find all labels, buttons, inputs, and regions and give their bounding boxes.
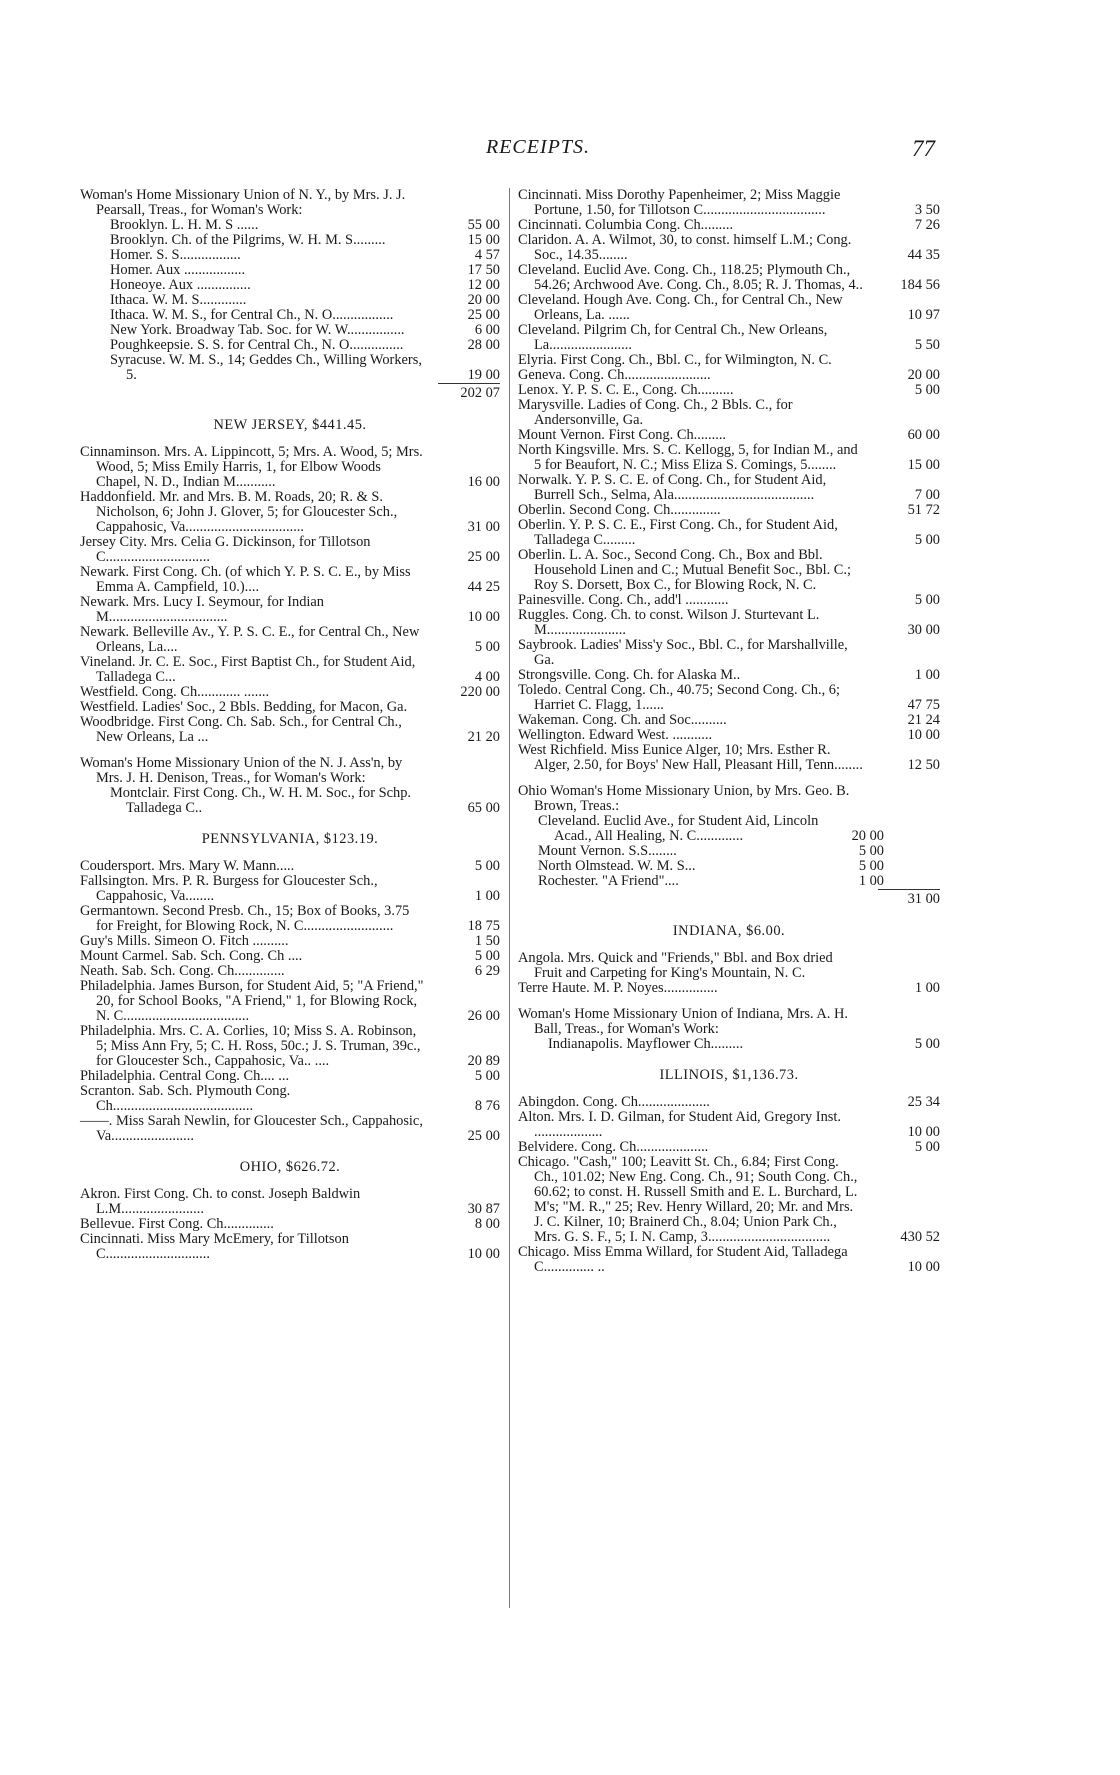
receipt-text: Elyria. First Cong. Ch., Bbl. C., for Wilmington, N. C. — [518, 352, 832, 368]
section-title-new-jersey: NEW JERSEY, $441.45. — [213, 417, 367, 433]
receipt-text: Philadelphia. James Burson, for Student Aid, 5; "A Friend," 20, for School Books, "A Friend," 1, for Blowing Rock, N. C................................... — [80, 978, 424, 1024]
receipt-entry — [80, 565, 500, 595]
section-title-illinois: ILLINOIS, $1,136.73. — [659, 1067, 799, 1083]
receipt-amount: 5 50 — [914, 337, 940, 353]
receipt-amount: 25 34 — [907, 1094, 940, 1110]
receipt-amount: 5 00 — [474, 858, 500, 874]
receipt-amount: 19 00 — [467, 367, 500, 383]
receipt-text: Norwalk. Y. P. S. C. E. of Cong. Ch., for Student Aid, Burrell Sch., Selma, Ala....................................... — [518, 472, 827, 503]
receipt-entry — [518, 1110, 940, 1140]
receipt-amount: 5 00 — [914, 1036, 940, 1052]
receipt-amount: 20 00 — [851, 828, 884, 844]
receipt-amount: 15 00 — [907, 457, 940, 473]
receipt-entry — [80, 1217, 500, 1232]
receipt-text: Philadelphia. Central Cong. Ch.... ... — [80, 1068, 290, 1084]
receipt-entry — [80, 964, 500, 979]
receipt-amount: 5 00 — [914, 382, 940, 398]
receipt-text: Lenox. Y. P. S. C. E., Cong. Ch.......... — [518, 382, 734, 398]
receipt-entry — [80, 1069, 500, 1084]
receipt-amount: 15 00 — [467, 232, 500, 248]
receipt-amount: 1 50 — [474, 933, 500, 949]
receipt-amount: 65 00 — [467, 800, 500, 816]
receipt-entry — [518, 638, 940, 668]
receipt-entry — [518, 218, 940, 233]
receipt-entry — [518, 368, 940, 383]
section-title-ohio: OHIO, $626.72. — [239, 1159, 341, 1175]
receipt-amount: 25 00 — [467, 307, 500, 323]
left-column — [80, 188, 500, 1262]
receipt-text: ——. Miss Sarah Newlin, for Gloucester Sch., Cappahosic, Va....................... — [80, 1113, 423, 1144]
receipt-text: Wakeman. Cong. Ch. and Soc.......... — [518, 712, 727, 728]
receipt-text: Ithaca. W. M. S., for Central Ch., N. O................. — [110, 307, 394, 323]
receipt-amount: 5 00 — [914, 1139, 940, 1155]
receipt-amount: 21 20 — [467, 729, 500, 745]
receipt-amount: 60 00 — [907, 427, 940, 443]
receipt-entry — [80, 685, 500, 700]
section-title-pennsylvania: PENNSYLVANIA, $123.19. — [201, 831, 379, 847]
receipt-entry — [518, 428, 940, 443]
receipt-entry — [518, 383, 940, 398]
receipt-entry — [518, 353, 940, 368]
receipt-amount: 4 57 — [474, 247, 500, 263]
receipt-text: West Richfield. Miss Eunice Alger, 10; Mrs. Esther R. Alger, 2.50, for Boys' New Hall, Pleasant Hill, Tenn........ — [518, 742, 863, 773]
receipt-text: Cincinnati. Miss Mary McEmery, for Tillotson C............................. — [80, 1231, 349, 1262]
receipt-text: Westfield. Ladies' Soc., 2 Bbls. Bedding, for Macon, Ga. — [80, 699, 408, 715]
receipt-text: North Kingsville. Mrs. S. C. Kellogg, 5, for Indian M., and 5 for Beaufort, N. C.; Miss Eliza S. Comings, 5........ — [518, 442, 858, 473]
receipt-entry — [518, 814, 940, 844]
receipt-amount: 10 00 — [907, 1124, 940, 1140]
receipt-amount: 20 89 — [467, 1053, 500, 1069]
receipt-entry — [80, 233, 500, 248]
section-title-indiana: INDIANA, $6.00. — [672, 923, 786, 939]
donor-intro: Woman's Home Missionary Union of N. Y., by Mrs. J. J. Pearsall, Treas., for Woman's Work: — [80, 187, 406, 218]
receipt-text: Mount Carmel. Sab. Sch. Cong. Ch .... — [80, 948, 303, 964]
receipt-amount: 5 00 — [474, 948, 500, 964]
receipt-text: Guy's Mills. Simeon O. Fitch .......... — [80, 933, 289, 949]
receipt-amount: 10 00 — [467, 609, 500, 625]
receipt-text: Mount Vernon. S.S........ — [538, 843, 677, 859]
receipt-text: Ruggles. Cong. Ch. to const. Wilson J. Sturtevant L. M...................... — [518, 607, 820, 638]
receipt-entry — [518, 859, 940, 874]
receipt-entry — [518, 1095, 940, 1110]
receipt-entry — [518, 443, 940, 473]
receipt-entry — [518, 233, 940, 263]
receipt-text: Philadelphia. Mrs. C. A. Corlies, 10; Miss S. A. Robinson, 5; Miss Ann Fry, 5; C. H. Ross, 50c.; J. S. Truman, 39c., for Gloucester Sch., Cappahosic, Va.. .... — [80, 1023, 421, 1069]
receipt-entry — [518, 1155, 940, 1245]
receipt-amount: 430 52 — [900, 1229, 940, 1245]
receipt-entry — [518, 518, 940, 548]
receipt-amount: 12 50 — [907, 757, 940, 773]
receipt-text: Akron. First Cong. Ch. to const. Joseph Baldwin L.M....................... — [80, 1186, 361, 1217]
receipt-amount: 17 50 — [467, 262, 500, 278]
receipt-amount: 10 97 — [907, 307, 940, 323]
receipt-amount: 8 76 — [474, 1098, 500, 1114]
receipt-text: Brooklyn. L. H. M. S ...... — [110, 217, 259, 233]
receipt-entry — [80, 218, 500, 233]
receipt-entry — [518, 503, 940, 518]
subtotal: 202 07 — [80, 383, 500, 402]
receipt-entry — [80, 490, 500, 535]
column-divider — [509, 188, 510, 1608]
receipt-amount: 1 00 — [914, 667, 940, 683]
receipt-list — [80, 445, 500, 745]
receipt-amount: 7 26 — [914, 217, 940, 233]
right-column — [518, 188, 940, 1275]
receipt-amount: 1 00 — [914, 980, 940, 996]
receipt-entry — [80, 874, 500, 904]
receipt-text: Syracuse. W. M. S., 14; Geddes Ch., Willing Workers, 5. — [110, 352, 422, 383]
receipt-text: Brooklyn. Ch. of the Pilgrims, W. H. M. S......... — [110, 232, 386, 248]
receipt-text: Vineland. Jr. C. E. Soc., First Baptist Ch., for Student Aid, Talladega C... — [80, 654, 416, 685]
receipt-amount: 10 00 — [907, 727, 940, 743]
receipt-text: Cincinnati. Columbia Cong. Ch......... — [518, 217, 734, 233]
receipt-text: Toledo. Central Cong. Ch., 40.75; Second Cong. Ch., 6; Harriet C. Flagg, 1...... — [518, 682, 840, 713]
receipt-list — [518, 188, 940, 773]
receipt-amount: 44 35 — [907, 247, 940, 263]
receipt-amount: 25 00 — [467, 549, 500, 565]
receipt-entry — [518, 263, 940, 293]
receipt-entry — [518, 323, 940, 353]
receipt-text: Homer. S. S................. — [110, 247, 241, 263]
receipt-entry — [80, 715, 500, 745]
receipt-text: Fallsington. Mrs. P. R. Burgess for Gloucester Sch., Cappahosic, Va........ — [80, 873, 378, 904]
receipt-entry — [518, 844, 940, 859]
receipt-text: Newark. First Cong. Ch. (of which Y. P. S. C. E., by Miss Emma A. Campfield, 10.).... — [80, 564, 411, 595]
receipt-list — [80, 859, 500, 1144]
receipt-entry — [518, 1140, 940, 1155]
receipt-entry — [518, 473, 940, 503]
receipt-entry — [518, 398, 940, 428]
receipt-text: Painesville. Cong. Ch., add'l ............ — [518, 592, 729, 608]
receipt-amount: 28 00 — [467, 337, 500, 353]
receipt-text: North Olmstead. W. M. S... — [538, 858, 696, 874]
receipt-text: Cleveland. Euclid Ave. Cong. Ch., 118.25; Plymouth Ch., 54.26; Archwood Ave. Cong. Ch., 8.05; R. J. Thomas, 4.. — [518, 262, 863, 293]
donor-intro: Woman's Home Missionary Union of the N. J. Ass'n, by Mrs. J. H. Denison, Treas., for Woman's Work: — [80, 755, 403, 786]
receipt-amount: 20 00 — [907, 367, 940, 383]
receipt-text: Newark. Mrs. Lucy I. Seymour, for Indian M................................. — [80, 594, 325, 625]
receipt-entry — [80, 979, 500, 1024]
receipt-list — [518, 814, 940, 889]
receipt-text: Alton. Mrs. I. D. Gilman, for Student Aid, Gregory Inst. ................... — [518, 1109, 841, 1140]
receipt-entry — [80, 1024, 500, 1069]
receipt-amount: 5 00 — [474, 639, 500, 655]
receipt-text: Strongsville. Cong. Ch. for Alaska M.. — [518, 667, 741, 683]
receipt-amount: 6 00 — [474, 322, 500, 338]
receipt-entry — [80, 700, 500, 715]
running-head: RECEIPTS. — [486, 136, 590, 158]
receipt-text: Oberlin. Y. P. S. C. E., First Cong. Ch., for Student Aid, Talladega C......... — [518, 517, 838, 548]
receipt-text: Geneva. Cong. Ch........................ — [518, 367, 711, 383]
receipt-text: Coudersport. Mrs. Mary W. Mann..... — [80, 858, 295, 874]
receipt-text: Chicago. "Cash," 100; Leavitt St. Ch., 6.84; First Cong. Ch., 101.02; New Eng. Cong. Ch., 91; South Cong. Ch., 60.62; to const. H. Russell Smith and E. L. Burchard, L. M's; "M. R.," 25; Rev. Henry Willard, 20; Mr. and Mrs. J. C. Kilner, 10; Brainerd Ch., 8.04; Union Park Ch., Mrs. G. S. F., 5; I. N. Camp, 3.................................. — [518, 1154, 858, 1245]
receipt-text: Scranton. Sab. Sch. Plymouth Cong. Ch....................................... — [80, 1083, 291, 1114]
receipt-amount: 21 24 — [907, 712, 940, 728]
receipt-amount: 220 00 — [460, 684, 500, 700]
receipt-entry — [80, 595, 500, 625]
receipt-amount: 5 00 — [914, 532, 940, 548]
receipt-list — [80, 786, 500, 816]
receipt-list — [80, 218, 500, 383]
receipt-list — [80, 1187, 500, 1262]
receipt-entry — [518, 743, 940, 773]
receipt-amount: 5 00 — [858, 858, 884, 874]
receipt-entry — [518, 683, 940, 713]
receipt-amount: 25 00 — [467, 1128, 500, 1144]
receipt-entry — [80, 904, 500, 934]
receipt-amount: 10 00 — [907, 1259, 940, 1275]
receipt-text: Newark. Belleville Av., Y. P. S. C. E., for Central Ch., New Orleans, La.... — [80, 624, 420, 655]
receipt-entry — [80, 934, 500, 949]
receipt-entry — [80, 859, 500, 874]
receipt-text: Homer. Aux ................. — [110, 262, 246, 278]
receipt-text: Cleveland. Hough Ave. Cong. Ch., for Central Ch., New Orleans, La. ...... — [518, 292, 843, 323]
receipt-entry — [80, 353, 500, 383]
subtotal: 31 00 — [518, 889, 940, 908]
receipt-amount: 4 00 — [474, 669, 500, 685]
receipt-amount: 51 72 — [907, 502, 940, 518]
receipt-text: Angola. Mrs. Quick and "Friends," Bbl. and Box dried Fruit and Carpeting for King's Mountain, N. C. — [518, 950, 833, 981]
receipt-entry — [518, 1037, 940, 1052]
receipt-amount: 8 00 — [474, 1216, 500, 1232]
receipt-entry — [518, 874, 940, 889]
receipt-entry — [518, 713, 940, 728]
receipt-entry — [518, 593, 940, 608]
receipt-amount: 20 00 — [467, 292, 500, 308]
receipt-entry — [80, 949, 500, 964]
receipt-entry — [518, 548, 940, 593]
receipt-text: Honeoye. Aux ............... — [110, 277, 251, 293]
receipt-text: Bellevue. First Cong. Ch.............. — [80, 1216, 274, 1232]
receipt-text: Belvidere. Cong. Ch.................... — [518, 1139, 709, 1155]
receipt-list — [518, 1095, 940, 1275]
receipt-text: Cinnaminson. Mrs. A. Lippincott, 5; Mrs. A. Wood, 5; Mrs. Wood, 5; Miss Emily Harris, 1, for Elbow Woods Chapel, N. D., Indian M........... — [80, 444, 423, 490]
receipt-text: Rochester. "A Friend".... — [538, 873, 679, 889]
receipt-text: Wellington. Edward West. ........... — [518, 727, 713, 743]
page-number: 77 — [912, 136, 935, 161]
receipt-amount: 44 25 — [467, 579, 500, 595]
receipt-text: Oberlin. Second Cong. Ch.............. — [518, 502, 721, 518]
receipt-text: Indianapolis. Mayflower Ch......... — [548, 1036, 744, 1052]
receipt-entry — [80, 293, 500, 308]
receipt-entry — [518, 728, 940, 743]
receipt-text: Westfield. Cong. Ch............ ....... — [80, 684, 270, 700]
receipt-text: Marysville. Ladies of Cong. Ch., 2 Bbls. C., for Andersonville, Ga. — [518, 397, 793, 428]
receipt-amount: 47 75 — [907, 697, 940, 713]
receipt-amount: 26 00 — [467, 1008, 500, 1024]
receipt-entry — [518, 1245, 940, 1275]
receipt-amount: 5 00 — [858, 843, 884, 859]
receipt-text: Jersey City. Mrs. Celia G. Dickinson, for Tillotson C............................. — [80, 534, 371, 565]
receipt-amount: 3 50 — [914, 202, 940, 218]
receipt-text: Cleveland. Euclid Ave., for Student Aid, Lincoln Acad., All Healing, N. C............. — [538, 813, 819, 844]
receipt-entry — [80, 445, 500, 490]
receipt-text: Abingdon. Cong. Ch.................... — [518, 1094, 710, 1110]
receipt-amount: 1 00 — [474, 888, 500, 904]
donor-intro: Ohio Woman's Home Missionary Union, by Mrs. Geo. B. Brown, Treas.: — [518, 783, 850, 814]
receipt-text: Haddonfield. Mr. and Mrs. B. M. Roads, 20; R. & S. Nicholson, 6; John J. Glover, 5; for Gloucester Sch., Cappahosic, Va................................. — [80, 489, 398, 535]
receipt-amount: 5 00 — [474, 1068, 500, 1084]
receipt-entry — [518, 951, 940, 981]
receipt-entry — [80, 338, 500, 353]
receipt-entry — [80, 1232, 500, 1262]
receipt-amount: 12 00 — [467, 277, 500, 293]
receipt-text: Poughkeepsie. S. S. for Central Ch., N. O............... — [110, 337, 404, 353]
donor-intro: Woman's Home Missionary Union of Indiana, Mrs. A. H. Ball, Treas., for Woman's Work: — [518, 1006, 848, 1037]
receipt-entry — [518, 188, 940, 218]
receipt-entry — [80, 625, 500, 655]
receipt-amount: 55 00 — [467, 217, 500, 233]
receipt-text: Neath. Sab. Sch. Cong. Ch.............. — [80, 963, 285, 979]
receipt-entry — [80, 786, 500, 816]
receipt-entry — [518, 981, 940, 996]
receipt-entry — [80, 278, 500, 293]
receipt-text: Cincinnati. Miss Dorothy Papenheimer, 2; Miss Maggie Portune, 1.50, for Tillotson C.................................. — [518, 187, 841, 218]
receipt-amount: 31 00 — [467, 519, 500, 535]
receipt-entry — [80, 248, 500, 263]
receipt-entry — [518, 668, 940, 683]
receipt-text: Saybrook. Ladies' Miss'y Soc., Bbl. C., for Marshallville, Ga. — [518, 637, 848, 668]
receipt-list — [518, 1037, 940, 1052]
receipt-amount: 5 00 — [914, 592, 940, 608]
receipt-amount: 6 29 — [474, 963, 500, 979]
receipt-text: Germantown. Second Presb. Ch., 15; Box of Books, 3.75 for Freight, for Blowing Rock, N. C......................... — [80, 903, 410, 934]
receipt-text: Mount Vernon. First Cong. Ch......... — [518, 427, 727, 443]
receipt-text: Claridon. A. A. Wilmot, 30, to const. himself L.M.; Cong. Soc., 14.35........ — [518, 232, 852, 263]
receipt-entry — [80, 1114, 500, 1144]
receipt-text: New York. Broadway Tab. Soc. for W. W................ — [110, 322, 405, 338]
receipt-text: Oberlin. L. A. Soc., Second Cong. Ch., Box and Bbl. Household Linen and C.; Mutual Benefit Soc., Bbl. C.; Roy S. Dorsett, Box C., for Blowing Rock, N. C. — [518, 547, 851, 593]
receipt-entry — [80, 1187, 500, 1217]
receipt-text: Woodbridge. First Cong. Ch. Sab. Sch., for Central Ch., New Orleans, La ... — [80, 714, 402, 745]
receipt-entry — [518, 293, 940, 323]
receipt-amount: 16 00 — [467, 474, 500, 490]
receipt-amount: 30 00 — [907, 622, 940, 638]
receipt-entry — [80, 1084, 500, 1114]
receipt-entry — [80, 263, 500, 278]
receipt-text: Ithaca. W. M. S............. — [110, 292, 247, 308]
receipt-amount: 18 75 — [467, 918, 500, 934]
receipt-amount: 1 00 — [858, 873, 884, 889]
receipt-list — [518, 951, 940, 996]
receipt-entry — [80, 308, 500, 323]
receipt-entry — [518, 608, 940, 638]
receipt-entry — [80, 323, 500, 338]
receipt-text: Montclair. First Cong. Ch., W. H. M. Soc., for Schp. Talladega C.. — [110, 785, 412, 816]
receipt-amount: 10 00 — [467, 1246, 500, 1262]
receipt-amount: 7 00 — [914, 487, 940, 503]
receipt-text: Chicago. Miss Emma Willard, for Student Aid, Talladega C.............. .. — [518, 1244, 848, 1275]
receipt-entry — [80, 655, 500, 685]
receipt-amount: 184 56 — [900, 277, 940, 293]
receipt-text: Terre Haute. M. P. Noyes............... — [518, 980, 718, 996]
receipt-amount: 30 87 — [467, 1201, 500, 1217]
receipt-entry — [80, 535, 500, 565]
receipt-text: Cleveland. Pilgrim Ch, for Central Ch., New Orleans, La....................... — [518, 322, 828, 353]
